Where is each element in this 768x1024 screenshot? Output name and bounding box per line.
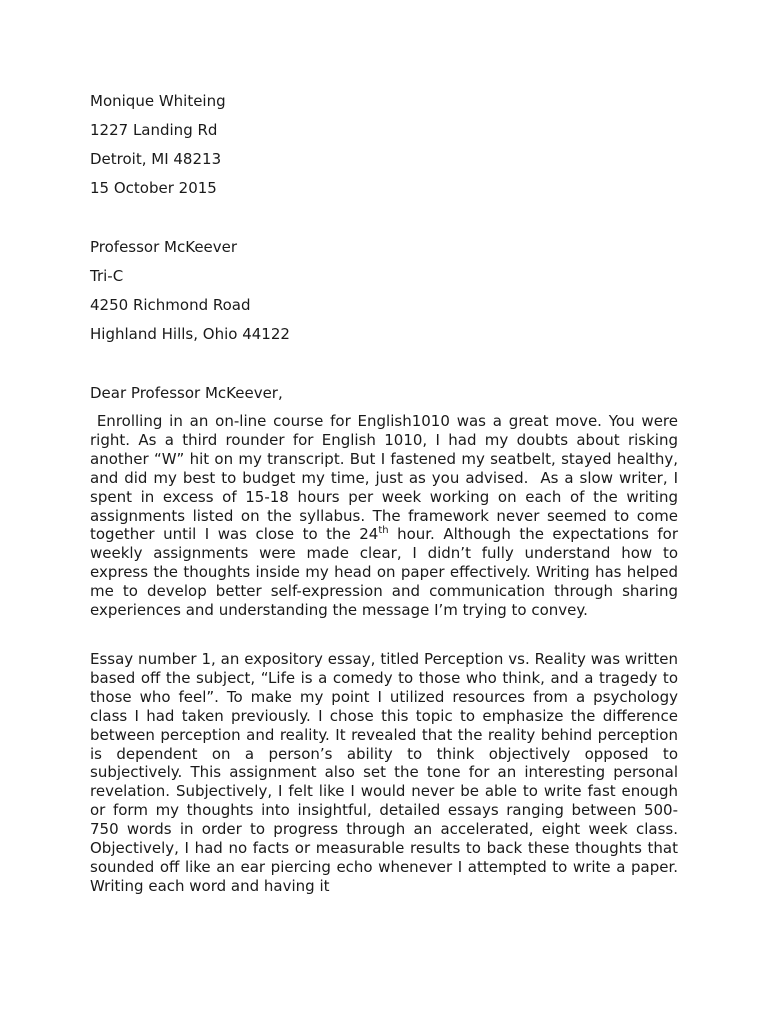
sender-city: Detroit, MI 48213 [90, 150, 222, 168]
recipient-institution: Tri-C [90, 267, 124, 285]
recipient-city: Highland Hills, Ohio 44122 [90, 325, 290, 343]
sender-name: Monique Whiteing [90, 92, 226, 110]
recipient-address [90, 236, 678, 352]
recipient-street: 4250 Richmond Road [90, 296, 251, 314]
sender-street: 1227 Landing Rd [90, 121, 218, 139]
paragraph-1-text-a: Enrolling in an on-line course for English1010 was a great move. You were right. As a third rounder for English 1010, I had my doubts about risking another “W” hit on my transcript. But I fastened my seatbelt, stayed healthy, and did my best to budget my time, just as you advised. As a slow writer, I spent in excess of 15-18 hours per week working on each of the writing assignments listed on the syllabus. The framework never seemed to come together until I was close to the 24 [90, 412, 683, 544]
salutation: Dear Professor McKeever, [90, 384, 283, 402]
sender-address [90, 90, 678, 206]
body-paragraph-2: Essay number 1, an expository essay, titled Perception vs. Reality was written based off the subject, “Life is a comedy to those who think, and a tragedy to those who feel”. To make my point I utilized resources from a psychology class I had taken previously. I chose this topic to emphasize the difference between perception and reality. It revealed that the reality behind perception is dependent on a person’s ability to think objectively opposed to subjectively. This assignment also set the tone for an interesting personal revelation. Subjectively, I felt like I would never be able to write fast enough or form my thoughts into insightful, detailed essays ranging between 500-750 words in order to progress through an accelerated, eight week class. Objectively, I had no facts or measurable results to back these thoughts that sounded off like an ear piercing echo whenever I attempted to write a paper. Writing each word and having it [90, 650, 678, 895]
letter-date: 15 October 2015 [90, 179, 217, 197]
recipient-name: Professor McKeever [90, 238, 238, 256]
paragraph-1-text-b: hour. Although the expectations for weekly assignments were made clear, I didn’t fully understand how to express the thoughts inside my head on paper effectively. Writing has helped me to develop better self-expression and communication through sharing experiences and understanding the message I’m trying to convey. [90, 525, 683, 620]
ordinal-suffix: th [378, 525, 389, 537]
body-paragraph-1 [90, 412, 683, 620]
